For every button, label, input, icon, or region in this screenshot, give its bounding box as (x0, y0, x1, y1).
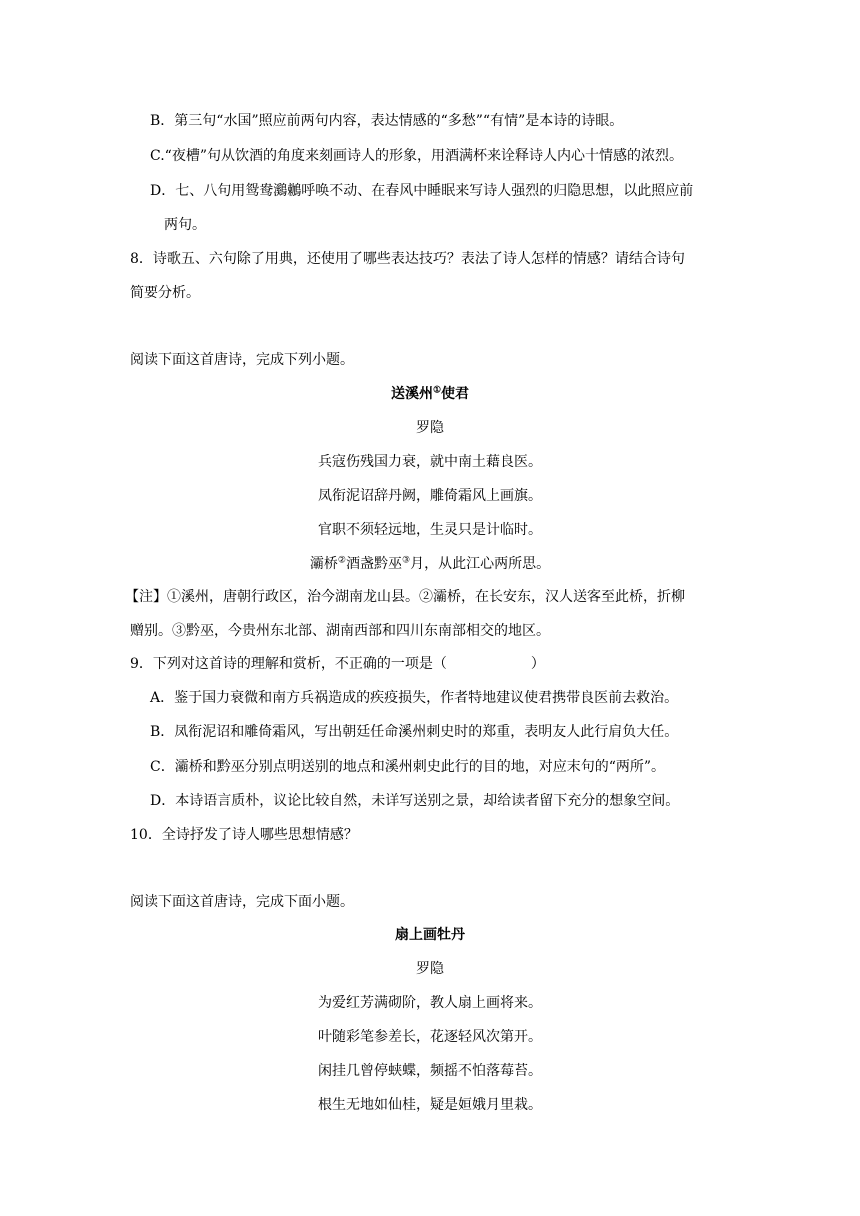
poem1-title-main: 送溪州 (390, 386, 433, 402)
poem1-verse-4-part-c: 月，从此江心两所思。 (410, 556, 551, 572)
poem2-title: 扇上画牡丹 (395, 927, 465, 943)
poem1-verse-3: 官职不须轻远地，生灵只是计临时。 (318, 522, 542, 538)
poem1-verse-2: 凤衔泥诏辞丹阙，雕倚霜风上画旗。 (318, 488, 542, 504)
question9-stem: 9．下列对这首诗的理解和赏析，不正确的一项是（ (130, 656, 447, 672)
question9-option-c: C．灞桥和黔巫分别点明送别的地点和溪州刺史此行的目的地，对应末句的“两所”。 (150, 759, 666, 775)
poem1-verse-4-part-b: 酒盏黔巫 (346, 556, 402, 572)
poem2-verse-2: 叶随彩笔参差长，花逐轻风次第开。 (318, 1029, 542, 1045)
poem1-title-footnote-mark: ① (432, 385, 442, 396)
poem1-verse-4-footnote-mark-1: ② (337, 555, 346, 566)
section3-intro: 阅读下面这首唐诗，完成下面小题。 (130, 894, 354, 910)
poem2-verse-4: 根生无地如仙桂，疑是姮娥月里栽。 (318, 1097, 542, 1113)
poem1-author: 罗隐 (416, 420, 444, 436)
poem1-verse-4-footnote-mark-2: ③ (402, 555, 411, 566)
poem1-title-end: 使君 (441, 386, 470, 402)
poem1-verse-4-part-a: 灞桥 (309, 556, 338, 572)
poem1-note-continuation: 赠别。③黔巫，今贵州东北部、湖南西部和四川东南部相交的地区。 (130, 623, 550, 639)
poem2-verse-1: 为爱红芳满砌阶，教人扇上画将来。 (318, 995, 542, 1011)
question9-option-a: A．鉴于国力衰微和南方兵祸造成的疾疫损失，作者特地建议使君携带良医前去救治。 (150, 690, 679, 706)
question7-option-b: B．第三句“水国”照应前两句内容，表达情感的“多愁”“有情”是本诗的诗眼。 (150, 113, 624, 129)
question10-text: 10．全诗抒发了诗人哪些思想情感？ (130, 827, 358, 843)
question9-stem-close: ） (530, 656, 545, 672)
poem2-author: 罗隐 (416, 961, 444, 977)
poem1-verse-1: 兵寇伤残国力衰，就中南土藉良医。 (318, 454, 542, 470)
poem1-note: 【注】①溪州，唐朝行政区，治今湖南龙山县。②灞桥，在长安东，汉人送客至此桥，折柳 (125, 589, 685, 605)
question9-option-b: B．凤衔泥诏和雕倚霜风，写出朝廷任命溪州刺史时的郑重，表明友人此行肩负大任。 (150, 724, 679, 740)
poem2-verse-3: 闲挂几曾停蛱蝶，频摇不怕落莓苔。 (318, 1063, 542, 1079)
poem1-verse-4 (0, 555, 860, 573)
question8-text-continuation: 简要分析。 (130, 285, 200, 301)
question8-text: 8．诗歌五、六句除了用典，还使用了哪些表达技巧？表法了诗人怎样的情感？请结合诗句 (130, 251, 685, 267)
question7-option-d: D．七、八句用鸳鸯鸂鶒呼唤不动、在春风中睡眠来写诗人强烈的归隐思想，以此照应前 (150, 183, 694, 199)
question7-option-d-continuation: 两句。 (164, 217, 206, 233)
section2-intro: 阅读下面这首唐诗，完成下列小题。 (130, 352, 354, 368)
poem1-title (0, 385, 860, 403)
question9-option-d: D．本诗语言质朴，议论比较自然，未详写送别之景，却给读者留下充分的想象空间。 (150, 793, 680, 809)
question9-text (130, 655, 545, 673)
question7-option-c: C.“夜槽”句从饮酒的角度来刻画诗人的形象，用酒满杯来诠释诗人内心十情感的浓烈。 (150, 148, 683, 164)
